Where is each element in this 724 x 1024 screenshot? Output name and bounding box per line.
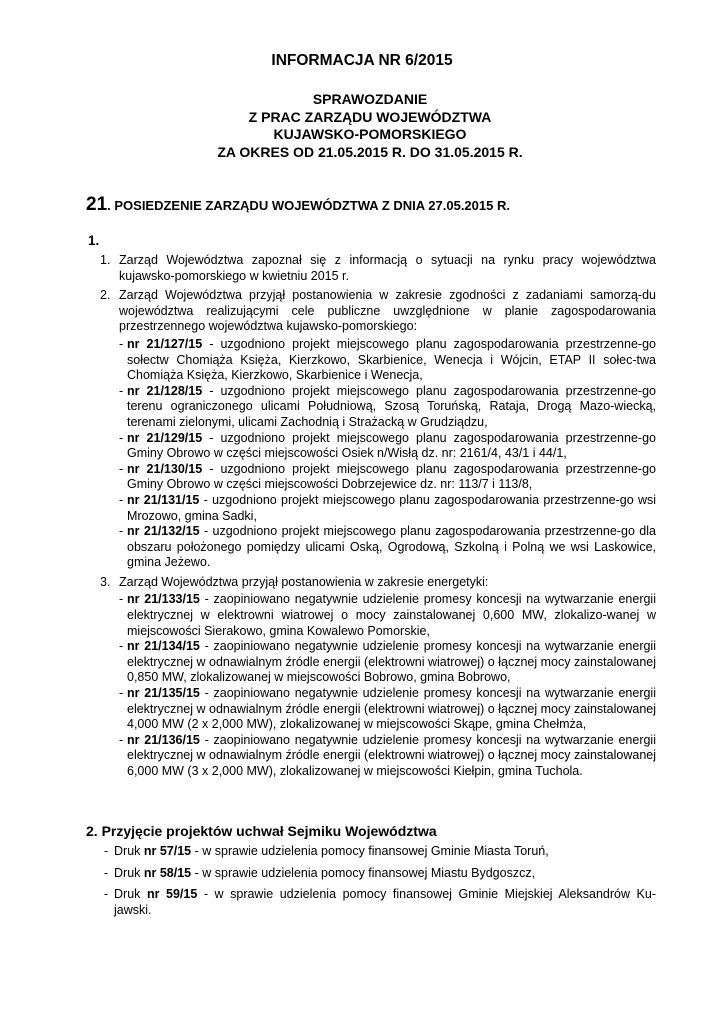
dash-marker: - (104, 887, 109, 902)
section-1-list (100, 253, 656, 784)
dash-marker: - (119, 430, 124, 445)
dash-marker: - (119, 336, 124, 351)
draft-item (100, 844, 656, 860)
resolution-text: - zaopiniowano negatywnie udzielenie promesy koncesji na wytwarzanie energii elektrycznej w odnawialnym źródle energii (elektrowni wiatrowej) o łącznej mocy zainstalowanej 4,000 MW (2 x 2,000 MW), zlokalizowanej w miejscowości Skąpe, gmina Chełmża, (127, 686, 656, 732)
session-number: 21 (86, 194, 108, 215)
resolution-item (119, 592, 656, 639)
subheading-line: Z PRAC ZARZĄDU WOJEWÓDZTWA (248, 108, 492, 125)
section-1-label: 1. (88, 233, 100, 248)
resolution-number: nr 21/129/15 (127, 430, 203, 445)
resolution-list (119, 592, 656, 779)
resolution-item (119, 431, 656, 462)
resolution-number: nr 21/132/15 (127, 524, 200, 539)
subheading-line: SPRAWOZDANIE (312, 91, 428, 107)
dash-marker: - (104, 865, 109, 880)
item-text: Zarząd Województwa przyjął postanowienia w zakresie zgodności z zadaniami samorzą-du województwa realizującymi cele publiczne uwzględnione w planie zagospodarowania przestrzennego województwa kujawsko-pomorskiego: (119, 288, 656, 334)
resolution-item (119, 337, 656, 384)
draft-prefix: Druk (114, 887, 147, 902)
resolution-item (119, 384, 656, 431)
resolution-text: - zaopiniowano negatywnie udzielenie promesy koncesji na wytwarzanie energii elektrycznej w odnawialnym źródle energii (elektrowni wiatrowej) o łącznej mocy zainstalowanej 0,850 MW, zlokalizowanej w miejscowości Bobrowo, gmina Bobrowo, (127, 639, 656, 685)
resolution-number: nr 21/127/15 (127, 336, 203, 351)
draft-item (100, 887, 656, 918)
resolution-text: - uzgodniono projekt miejscowego planu zagospodarowania przestrzenne-go sołectw Chomiąża Księża, Kierzkowo, Skarbienice, Wenecja i Wójcin, ETAP II sołec-twa Chomiąża Księża, Kierzkowo, Skarbienice i Wenecja, (127, 336, 656, 383)
draft-text: - w sprawie udzielenia pomocy finansowej Miastu Bydgoszcz, (191, 865, 536, 880)
resolution-item (119, 524, 656, 571)
subheading-line: KUJAWSKO-POMORSKIEGO (273, 126, 467, 143)
draft-text: - w sprawie udzielenia pomocy finansowej Gminie Miejskiej Aleksandrów Ku-jawski. (114, 887, 656, 917)
section-2-drafts-list (100, 844, 656, 924)
resolution-text: - uzgodniono projekt miejscowego planu zagospodarowania przestrzenne-go dla obszaru położonego pomiędzy ulicami Oską, Ogrodową, Szkolną i Polną we wsi Laskowice, gmina Jeżewo. (127, 524, 656, 570)
dash-marker: - (119, 686, 124, 701)
resolution-text: - uzgodniono projekt miejscowego planu zagospodarowania przestrzenne-go Gminy Obrowo w części miejscowości Dobrzejewice dz. nr: 113/7 i 113/8, (127, 461, 656, 492)
resolution-item (119, 733, 656, 780)
resolution-text: - uzgodniono projekt miejscowego planu zagospodarowania przestrzenne-go wsi Mrozowo, gmina Sadki, (127, 492, 657, 523)
numbered-item (100, 288, 656, 571)
dash-marker: - (119, 524, 124, 539)
dash-marker: - (119, 592, 124, 607)
item-number: 1. (100, 253, 111, 267)
item-number: 3. (100, 574, 111, 589)
item-text: Zarząd Województwa przyjął postanowienia w zakresie energetyki: (119, 574, 489, 589)
resolution-number: nr 21/128/15 (127, 383, 203, 398)
resolution-number: nr 21/136/15 (127, 732, 200, 747)
numbered-item (100, 253, 656, 284)
resolution-text: - zaopiniowano negatywnie udzielenie promesy koncesji na wytwarzanie energii elektrycznej w elektrowni wiatrowej o mocy zainstalowanej 0,600 MW, zlokalizo-wanej w miejscowości Sierakowo, gmina Kowalewo Pomorskie, (127, 592, 656, 638)
report-subheading (0, 91, 724, 162)
resolution-number: nr 21/131/15 (127, 492, 200, 507)
resolution-number: nr 21/130/15 (127, 461, 203, 476)
dash-marker: - (119, 461, 124, 476)
resolution-text: - uzgodniono projekt miejscowego planu zagospodarowania przestrzenne-go terenu ograniczonego ulicami Południową, Szosą Toruńską, Rataja, Drogą Mazo-wiecką, terenami zielonymi, ulicami Zachodnią i Strażacką w Grudziądzu, (127, 383, 656, 429)
resolution-item (119, 686, 656, 733)
resolution-number: nr 21/134/15 (127, 639, 200, 654)
resolution-number: nr 21/133/15 (127, 592, 200, 607)
draft-item (100, 866, 656, 882)
section-2-heading: 2. Przyjęcie projektów uchwał Sejmiku Województwa (86, 823, 437, 839)
draft-prefix: Druk (114, 865, 144, 880)
resolution-item (119, 462, 656, 493)
draft-number: nr 59/15 (146, 887, 198, 902)
draft-number: nr 57/15 (143, 844, 192, 858)
draft-number: nr 58/15 (143, 865, 192, 880)
item-text: Zarząd Województwa zapoznał się z informacją o sytuacji na rynku pracy województwa kujawsko-pomorskiego w kwietniu 2015 r. (119, 253, 656, 283)
draft-prefix: Druk (114, 844, 144, 858)
session-title: . POSIEDZENIE ZARZĄDU WOJEWÓDZTWA Z DNIA 27.05.2015 R. (107, 198, 510, 213)
dash-marker: - (119, 732, 124, 747)
resolution-text: - uzgodniono projekt miejscowego planu zagospodarowania przestrzenne-go Gminy Obrowo w części miejscowości Osiek n/Wisłą dz. nr: 2161/4, 43/1 i 44/1, (127, 430, 656, 461)
session-heading (86, 194, 510, 216)
dash-marker: - (119, 383, 124, 398)
draft-text: - w sprawie udzielenia pomocy finansowej Gminie Miasta Toruń, (191, 844, 549, 858)
subheading-line: ZA OKRES OD 21.05.2015 R. DO 31.05.2015 R. (217, 144, 523, 161)
resolution-item (119, 639, 656, 686)
numbered-item (100, 575, 656, 780)
dash-marker: - (119, 492, 124, 507)
item-number: 2. (100, 288, 111, 303)
dash-marker: - (119, 639, 124, 654)
page-title: INFORMACJA NR 6/2015 (271, 52, 453, 69)
dash-marker: - (104, 844, 109, 858)
resolution-list (119, 337, 656, 571)
resolution-text: - zaopiniowano negatywnie udzielenie promesy koncesji na wytwarzanie energii elektrycznej w odnawialnym źródle energii (elektrowni wiatrowej) o łącznej mocy zainstalowanej 6,000 MW (3 x 2,000 MW), zlokalizowanej w miejscowości Kiełpin, gmina Tuchola. (127, 732, 656, 778)
resolution-item (119, 493, 656, 524)
resolution-number: nr 21/135/15 (127, 686, 200, 701)
